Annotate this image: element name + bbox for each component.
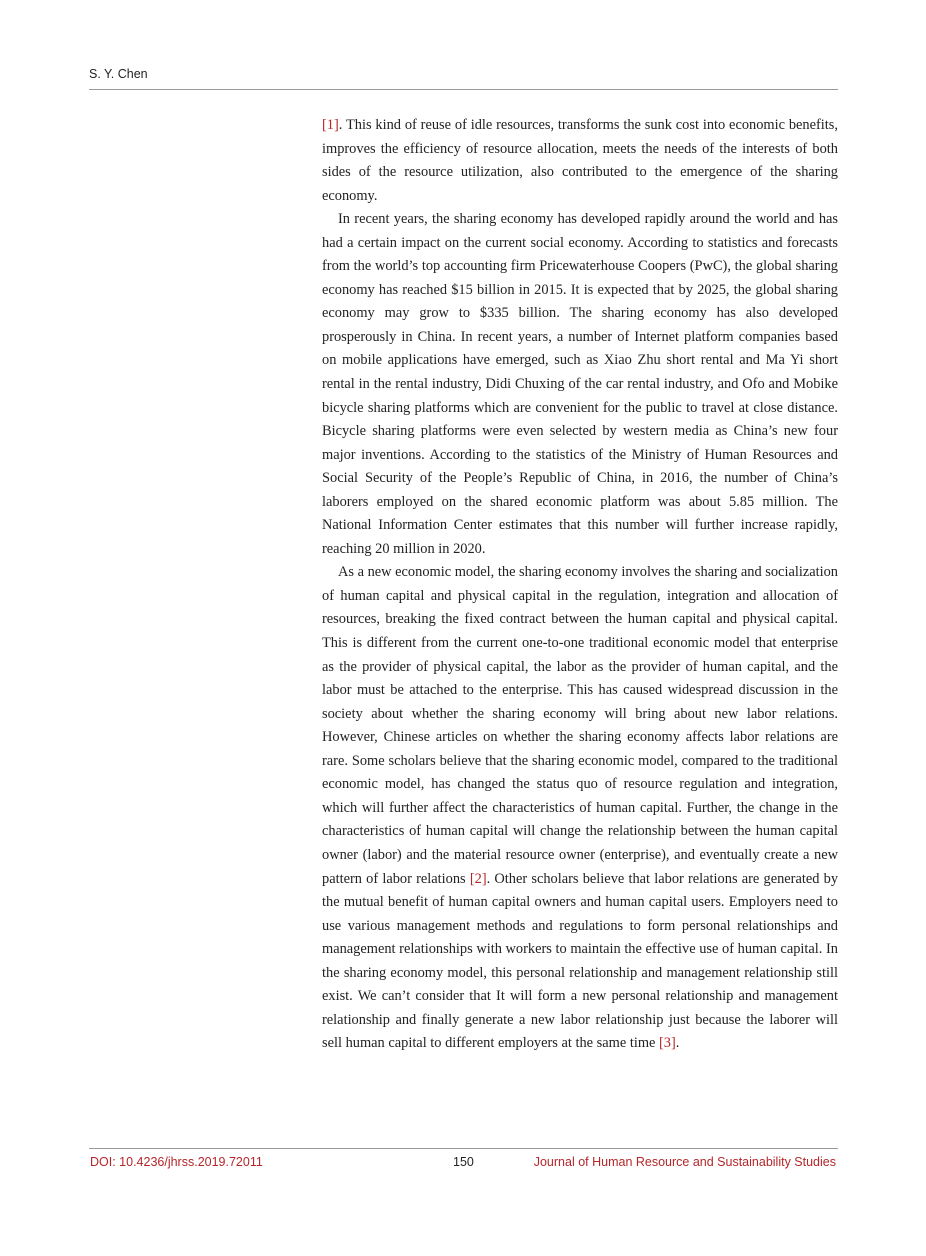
- footer-journal-link[interactable]: Journal of Human Resource and Sustainability Studies: [533, 1155, 836, 1169]
- paragraph-text: . This kind of reuse of idle resources, transforms the sunk cost into economic benefits, improves the efficiency of resource allocation, meets the needs of the interests of both sides of the resource utilization, also contributed to the emergence of the sharing economy.: [322, 117, 838, 204]
- paragraph-2: In recent years, the sharing economy has developed rapidly around the world and has had a certain impact on the current social economy. According to statistics and forecasts from the world’s top accounting firm Pricewaterhouse Coopers (PwC), the global sharing economy has reached $15 billion in 2015. It is expected that by 2025, the global sharing economy may grow to $335 billion. The sharing economy has also developed prosperously in China. In recent years, a number of Internet platform companies based on mobile applications have emerged, such as Xiao Zhu short rental and Ma Yi short rental in the rental industry, Didi Chuxing of the car rental industry, and Ofo and Mobike bicycle sharing platforms which are convenient for the public to travel at close distance. Bicycle sharing platforms were even selected by western media as China’s new four major inventions. According to the statistics of the Ministry of Human Resources and Social Security of the People’s Republic of China, in 2016, the number of China’s laborers employed on the shared economic platform was about 5.85 million. The National Information Center estimates that this number will further increase rapidly, reaching 20 million in 2020.: [322, 211, 838, 557]
- citation-link[interactable]: [2]: [469, 870, 487, 887]
- paragraph-1: [322, 114, 838, 208]
- footer-divider: [89, 1148, 838, 1149]
- body-text: [322, 114, 838, 1056]
- paragraph-text: . Other scholars believe that labor relations are generated by the mutual benefit of human capital owners and human capital users. Employers need to use various management methods and regulations to form personal relationships and management relationships with workers to maintain the effective use of human capital. In the sharing economy model, this personal relationship and management relationship still exist. We can’t consider that It will form a new personal relationship and management relationship and finally generate a new labor relationship just because the laborer will sell human capital to different employers at the same time: [322, 870, 839, 1052]
- paragraph-3: [322, 561, 838, 1055]
- citation-link[interactable]: [1]: [322, 117, 339, 133]
- paragraph-text: .: [675, 1035, 680, 1052]
- footer-doi-link[interactable]: DOI: 10.4236/jhrss.2019.72011: [90, 1155, 263, 1169]
- header-divider: [89, 89, 838, 90]
- footer-page-number: 150: [453, 1155, 474, 1169]
- paragraph-text: As a new economic model, the sharing economy involves the sharing and socialization of human capital and physical capital in the regulation, integration and allocation of resources, breaking the fixed contract between the human capital and physical capital. This is different from the current one-to-one traditional economic model that enterprise as the provider of physical capital, the labor as the provider of human capital, and the labor must be attached to the enterprise. This has caused widespread discussion in the society about whether the sharing economy will bring about new labor relations. However, Chinese articles on whether the sharing economy affects labor relations are rare. Some scholars believe that the sharing economic model, compared to the traditional economic model, has changed the status quo of resource regulation and integration, which will further affect the characteristics of human capital. Further, the change in the characteristics of human capital will change the relationship between the human capital owner (labor) and the material resource owner (enterprise), and eventually create a new pattern of labor relations: [322, 564, 838, 887]
- citation-link[interactable]: [3]: [659, 1035, 676, 1052]
- running-head-author: S. Y. Chen: [89, 67, 148, 81]
